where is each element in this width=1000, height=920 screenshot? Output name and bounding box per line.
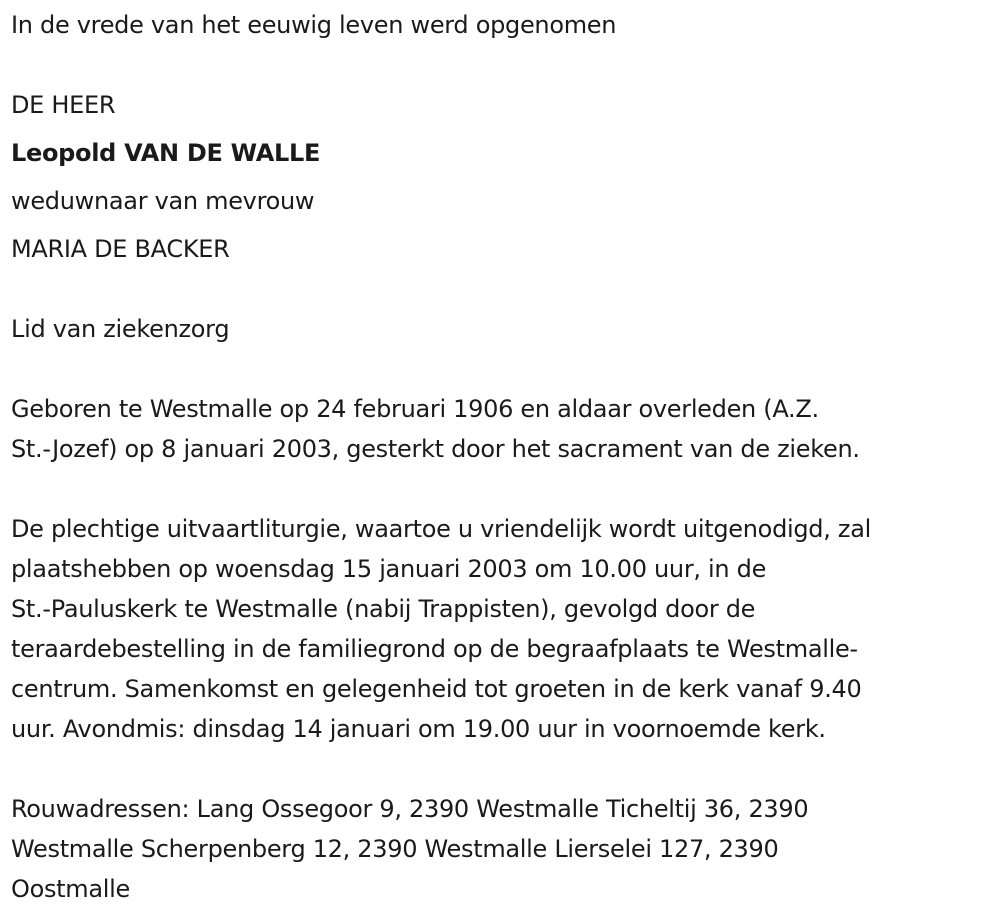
honorific-title: DE HEER xyxy=(11,91,116,119)
birth-death-line: St.-Jozef) op 8 januari 2003, gesterkt door het sacrament van de zieken. xyxy=(11,435,860,463)
spouse-name: MARIA DE BACKER xyxy=(11,235,230,263)
funeral-line: uur. Avondmis: dinsdag 14 januari om 19.00 uur in voornoemde kerk. xyxy=(11,715,826,743)
deceased-name: Leopold VAN DE WALLE xyxy=(11,139,321,167)
birth-death-paragraph xyxy=(11,389,991,469)
funeral-line: teraardebestelling in de familiegrond op de begraafplaats te Westmalle- xyxy=(11,635,858,663)
funeral-line: centrum. Samenkomst en gelegenheid tot groeten in de kerk vanaf 9.40 xyxy=(11,675,862,703)
birth-death-line: Geboren te Westmalle op 24 februari 1906 en aldaar overleden (A.Z. xyxy=(11,395,819,423)
address-line: Oostmalle xyxy=(11,875,130,903)
funeral-line: De plechtige uitvaartliturgie, waartoe u vriendelijk wordt uitgenodigd, zal xyxy=(11,515,871,543)
widower-line: weduwnaar van mevrouw xyxy=(11,187,315,215)
membership-line: Lid van ziekenzorg xyxy=(11,315,230,343)
intro-line: In de vrede van het eeuwig leven werd opgenomen xyxy=(11,11,617,39)
funeral-paragraph xyxy=(11,509,991,749)
funeral-line: St.-Pauluskerk te Westmalle (nabij Trappisten), gevolgd door de xyxy=(11,595,756,623)
address-line: Rouwadressen: Lang Ossegoor 9, 2390 Westmalle Ticheltij 36, 2390 xyxy=(11,795,809,823)
funeral-line: plaatshebben op woensdag 15 januari 2003 om 10.00 uur, in de xyxy=(11,555,767,583)
address-line: Westmalle Scherpenberg 12, 2390 Westmalle Lierselei 127, 2390 xyxy=(11,835,779,863)
addresses-paragraph xyxy=(11,789,991,909)
